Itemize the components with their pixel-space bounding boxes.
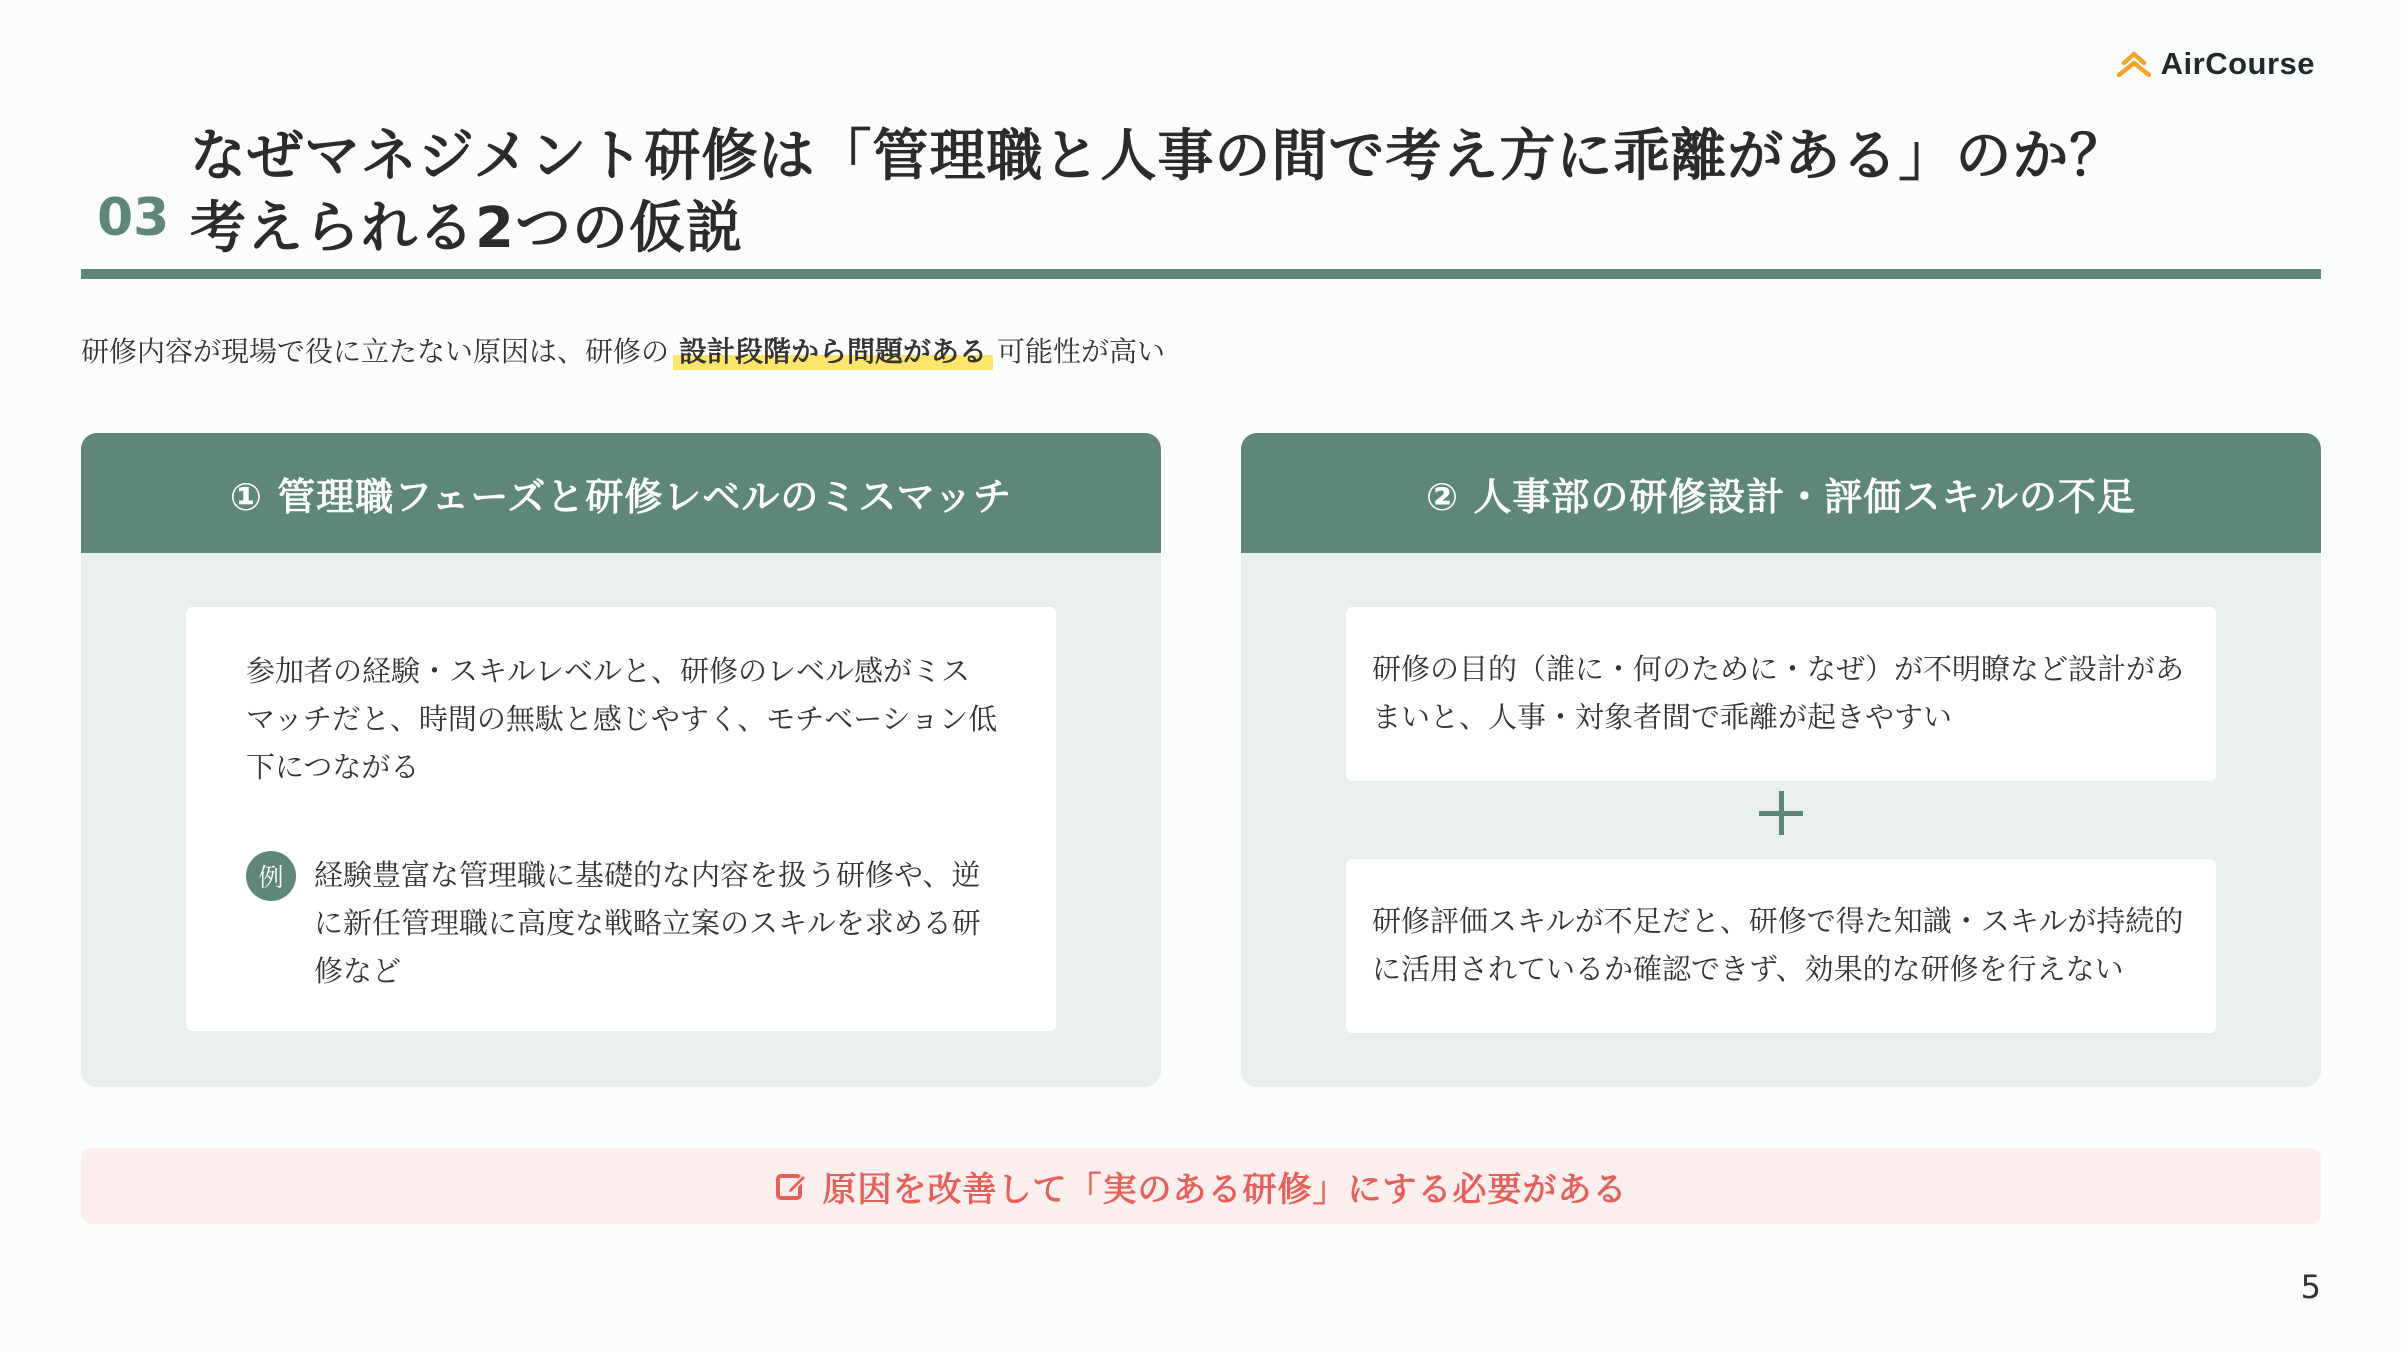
brand-logo [2117, 46, 2315, 82]
lead-text-after: 可能性が高い [997, 335, 1166, 368]
lead-sentence [81, 330, 1165, 370]
hypothesis-1-content [186, 607, 1056, 1031]
point-2-text: 研修評価スキルが不足だと、研修で得た知識・スキルが持続的に活用されているか確認できず、効果的な研修を行えない [1372, 904, 2184, 986]
hypothesis-2-point-2 [1346, 859, 2216, 1033]
aircourse-logo-icon [2117, 49, 2151, 79]
hypothesis-1-body: 参加者の経験・スキルレベルと、研修のレベル感がミスマッチだと、時間の無駄と感じやすく、モチベーション低下につながる [246, 654, 998, 784]
brand-name: AirCourse [2160, 46, 2315, 81]
lead-highlight: 設計段階から問題がある [673, 330, 993, 370]
plus-icon [1759, 791, 1803, 835]
hypothesis-1-example [246, 851, 998, 995]
example-badge: 例 [246, 851, 296, 901]
page-subtitle: 考えられる2つの仮説 [190, 196, 743, 261]
title-divider [81, 269, 2321, 279]
section-number: 03 [97, 188, 170, 248]
hypothesis-2-point-1 [1346, 607, 2216, 781]
hypothesis-2-card [1241, 433, 2321, 1087]
hypothesis-1-card [81, 433, 1161, 1087]
hypothesis-2-heading: ② 人事部の研修設計・評価スキルの不足 [1241, 433, 2321, 553]
conclusion-callout [81, 1148, 2321, 1224]
hypothesis-1-heading: ① 管理職フェーズと研修レベルのミスマッチ [81, 433, 1161, 553]
page-title: なぜマネジメント研修は「管理職と人事の間で考え方に乖離がある」のか？ [190, 124, 2127, 189]
page-number: 5 [2300, 1268, 2321, 1306]
point-1-text: 研修の目的（誰に・何のために・なぜ）が不明瞭など設計があまいと、人事・対象者間で乖離が起きやすい [1372, 652, 2185, 734]
callout-text: 原因を改善して「実のある研修」にする必要がある [822, 1169, 1628, 1210]
example-text: 経験豊富な管理職に基礎的な内容を扱う研修や、逆に新任管理職に高度な戦略立案のスキルを求める研修など [314, 858, 981, 988]
edit-icon [775, 1169, 809, 1203]
lead-text-before: 研修内容が現場で役に立たない原因は、研修の [81, 335, 670, 368]
